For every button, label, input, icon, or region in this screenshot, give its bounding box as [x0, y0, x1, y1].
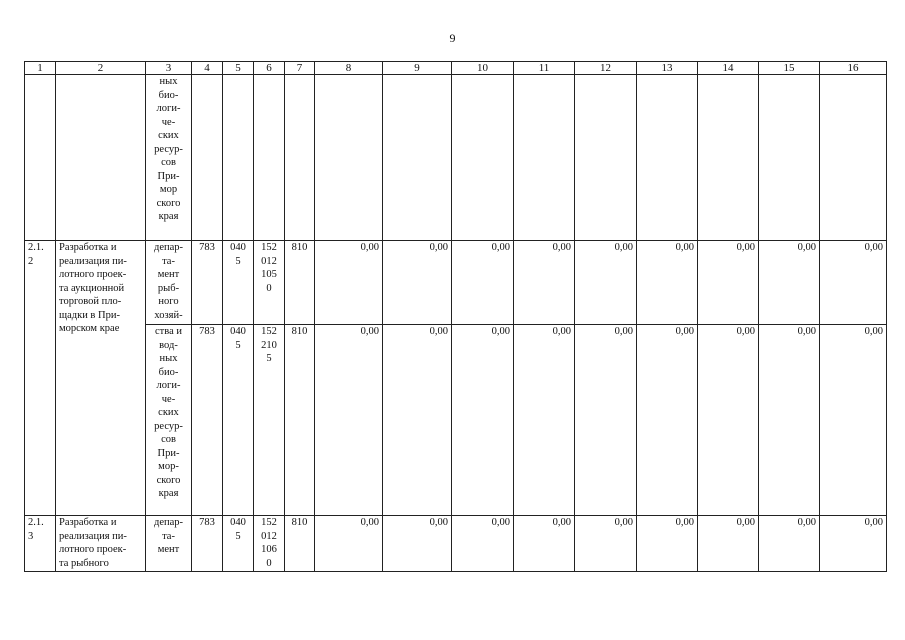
value-cell: 0,00 — [759, 325, 820, 516]
cell — [25, 75, 56, 241]
table-row — [25, 516, 887, 572]
value-cell: 0,00 — [514, 516, 575, 572]
department-cell: ства и вод- ных био- логи- че- ских ресур- сов При- мор- ского края — [146, 325, 192, 516]
value-cell: 0,00 — [759, 241, 820, 325]
value-cell: 0,00 — [698, 325, 759, 516]
value-cell: 0,00 — [383, 516, 452, 572]
column-header: 11 — [514, 62, 575, 75]
cell — [315, 75, 383, 241]
budget-table — [24, 61, 887, 572]
column-header: 5 — [223, 62, 254, 75]
code-cell: 810 — [285, 325, 315, 516]
department-cell: ных био- логи- че- ских ресур- сов При- мор ского края — [146, 75, 192, 241]
cell — [575, 75, 637, 241]
value-cell: 0,00 — [575, 241, 637, 325]
column-header: 8 — [315, 62, 383, 75]
cell — [56, 75, 146, 241]
column-header: 1 — [25, 62, 56, 75]
value-cell: 0,00 — [315, 325, 383, 516]
column-number-row — [25, 62, 887, 75]
column-header: 12 — [575, 62, 637, 75]
value-cell: 0,00 — [637, 516, 698, 572]
value-cell: 0,00 — [575, 516, 637, 572]
value-cell: 0,00 — [698, 516, 759, 572]
value-cell: 0,00 — [315, 241, 383, 325]
column-header: 6 — [254, 62, 285, 75]
code-cell: 810 — [285, 516, 315, 572]
code-cell: 783 — [192, 325, 223, 516]
value-cell: 0,00 — [575, 325, 637, 516]
value-cell: 0,00 — [820, 325, 887, 516]
column-header: 2 — [56, 62, 146, 75]
cell — [452, 75, 514, 241]
value-cell: 0,00 — [637, 241, 698, 325]
value-cell: 0,00 — [315, 516, 383, 572]
row-number: 2.1. 2 — [25, 241, 56, 516]
activity-name: Разработка и реализация пи- лотного проек- та рыбного — [56, 516, 146, 572]
value-cell: 0,00 — [383, 241, 452, 325]
activity-name: Разработка и реализация пи- лотного проек- та аукционной торговой пло- щадки в При- морском крае — [56, 241, 146, 516]
cell — [192, 75, 223, 241]
value-cell: 0,00 — [383, 325, 452, 516]
cell — [223, 75, 254, 241]
table-row — [25, 241, 887, 325]
code-cell: 783 — [192, 241, 223, 325]
code-cell: 152 210 5 — [254, 325, 285, 516]
value-cell: 0,00 — [452, 325, 514, 516]
code-cell: 783 — [192, 516, 223, 572]
code-cell: 040 5 — [223, 325, 254, 516]
column-header: 7 — [285, 62, 315, 75]
code-cell: 810 — [285, 241, 315, 325]
cell — [383, 75, 452, 241]
value-cell: 0,00 — [698, 241, 759, 325]
cell — [285, 75, 315, 241]
column-header: 13 — [637, 62, 698, 75]
cell — [759, 75, 820, 241]
column-header: 16 — [820, 62, 887, 75]
column-header: 15 — [759, 62, 820, 75]
code-cell: 040 5 — [223, 241, 254, 325]
value-cell: 0,00 — [820, 241, 887, 325]
cell — [698, 75, 759, 241]
value-cell: 0,00 — [514, 325, 575, 516]
value-cell: 0,00 — [514, 241, 575, 325]
cell — [254, 75, 285, 241]
code-cell: 152 012 106 0 — [254, 516, 285, 572]
column-header: 10 — [452, 62, 514, 75]
column-header: 9 — [383, 62, 452, 75]
cell — [820, 75, 887, 241]
cell — [637, 75, 698, 241]
value-cell: 0,00 — [452, 516, 514, 572]
department-cell: депар- та- мент рыб- ного хозяй- — [146, 241, 192, 325]
table-row — [25, 75, 887, 241]
page-number: 9 — [449, 31, 456, 45]
department-cell: депар- та- мент — [146, 516, 192, 572]
cell — [514, 75, 575, 241]
column-header: 4 — [192, 62, 223, 75]
value-cell: 0,00 — [820, 516, 887, 572]
code-cell: 040 5 — [223, 516, 254, 572]
column-header: 3 — [146, 62, 192, 75]
value-cell: 0,00 — [759, 516, 820, 572]
code-cell: 152 012 105 0 — [254, 241, 285, 325]
column-header: 14 — [698, 62, 759, 75]
value-cell: 0,00 — [452, 241, 514, 325]
value-cell: 0,00 — [637, 325, 698, 516]
row-number: 2.1. 3 — [25, 516, 56, 572]
table-row — [25, 325, 887, 516]
